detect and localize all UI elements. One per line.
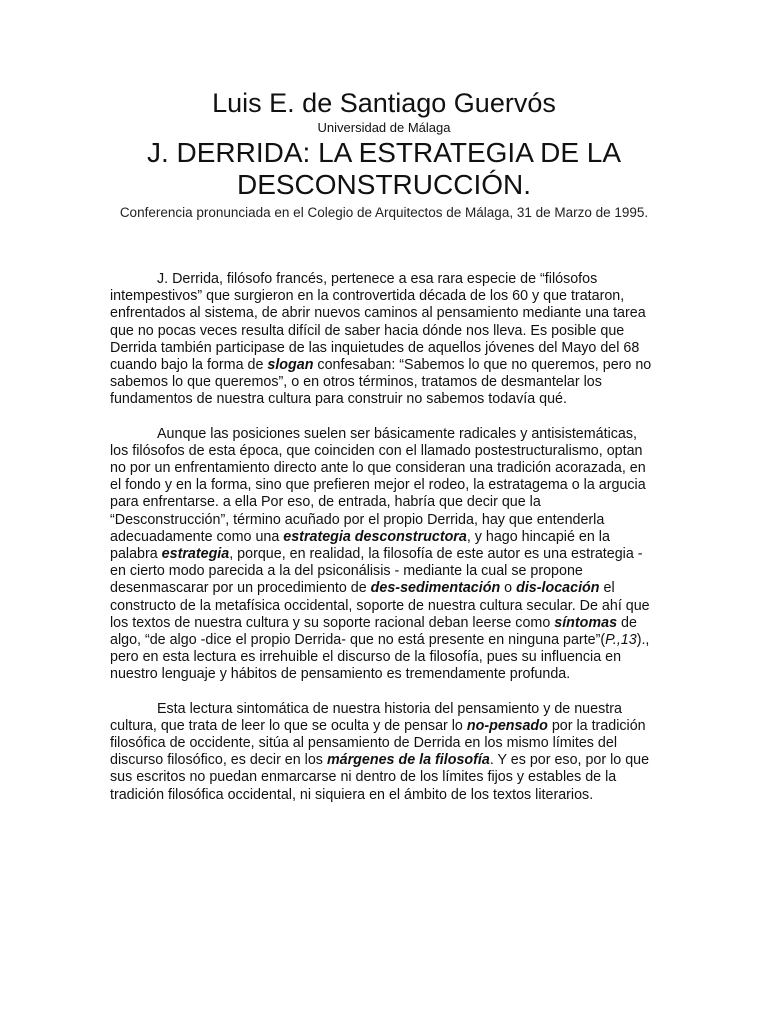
text-run: )., pero en esta lectura es irrehuible el discurso de la filosofía, pues su influencia en nuestro lenguaje y hábitos de pensamiento es tremendamente profunda. (110, 632, 650, 683)
document-subtitle: Conferencia pronunciada en el Colegio de Arquitectos de Málaga, 31 de Marzo de 1995. (119, 205, 649, 220)
paragraph-3 (110, 701, 658, 804)
author-affiliation: Universidad de Málaga (317, 120, 451, 135)
text-run: Aunque las posiciones suelen ser básicamente radicales y antisistemáticas, los filósofos de esta época, que coinciden con el llamado postestructuralismo, optan no por un enfrentamiento directo ante lo que consideran una tradición acorazada, en el fondo y en la forma, sino que prefieren mejor el rodeo, la estratagema o la argucia para enfrentarse. a ella Por eso, de entrada, habría que decir que la “Desconstrucción”, término acuñado por el propio Derrida, hay que entenderla adecuadamente como una (110, 425, 646, 545)
emphasis: estrategia desconstructora (283, 528, 467, 545)
title-line-2: DESCONSTRUCCIÓN. (236, 169, 531, 200)
text-run: de algo, “de algo -dice el propio Derrida- que no está presente en ninguna parte”( (110, 614, 637, 649)
emphasis: slogan (267, 357, 314, 374)
document-page (110, 86, 658, 821)
text-run: , porque, en realidad, la filosofía de este autor es una estrategia - en cierto modo parecida a la del psiconálisis - mediante la cual se propone desenmascarar por un procedimiento de (110, 546, 643, 597)
text-run: J. Derrida, filósofo francés, pertenece a esa rara especie de “filósofos intempestivos” que surgieron en la controvertida década de los 60 y que trataron, enfrentados al sistema, de abrir nuevos caminos al pensamiento mediante una tarea que no pocas veces resulta difícil de saber hacia dónde nos lleva. Es posible que Derrida también participase de las inquietudes de aquellos jóvenes del Mayo del 68 cuando bajo la forma de (110, 271, 646, 374)
emphasis: no-pensado (466, 717, 548, 734)
emphasis: dis-locación (516, 580, 600, 597)
paragraph-2 (110, 426, 658, 684)
emphasis: estrategia (161, 546, 230, 563)
emphasis: márgenes de la filosofía (326, 752, 490, 769)
body-text (110, 271, 658, 804)
text-run: . Y es por eso, por lo que sus escritos no puedan enmarcarse ni dentro de los límites fijos y estables de la tradición filosófica occidental, ni siquiera en el ámbito de los textos literarios. (110, 752, 650, 803)
emphasis: síntomas (554, 614, 618, 631)
title-line-1: J. DERRIDA: LA ESTRATEGIA DE LA (146, 137, 622, 168)
emphasis: des-sedimentación (370, 580, 501, 597)
text-run: el constructo de la metafísica occidental, soporte de nuestra cultura secular. De ahí que los textos de nuestra cultura y su soporte racional deban leerse como (110, 580, 650, 631)
citation-reference: P.,13 (605, 632, 637, 649)
text-run: o (500, 580, 517, 597)
author-name: Luis E. de Santiago Guervós (212, 88, 556, 118)
document-title (110, 137, 658, 201)
text-run: por la tradición filosófica de occidente, sitúa al pensamiento de Derrida en los mismo límites del discurso filosófico, es decir en los (110, 717, 646, 769)
text-run: Esta lectura sintomática de nuestra historia del pensamiento y de nuestra cultura, que trata de leer lo que se oculta y de pensar lo (110, 700, 622, 734)
paragraph-1 (110, 271, 658, 409)
text-run: , y hago hincapié en la palabra (110, 528, 610, 563)
text-run: confesaban: “Sabemos lo que no queremos, pero no sabemos lo que queremos”, o en otros términos, tratamos de desmantelar los fundamentos de nuestra cultura para construir no sabemos todavía qué. (110, 357, 652, 408)
